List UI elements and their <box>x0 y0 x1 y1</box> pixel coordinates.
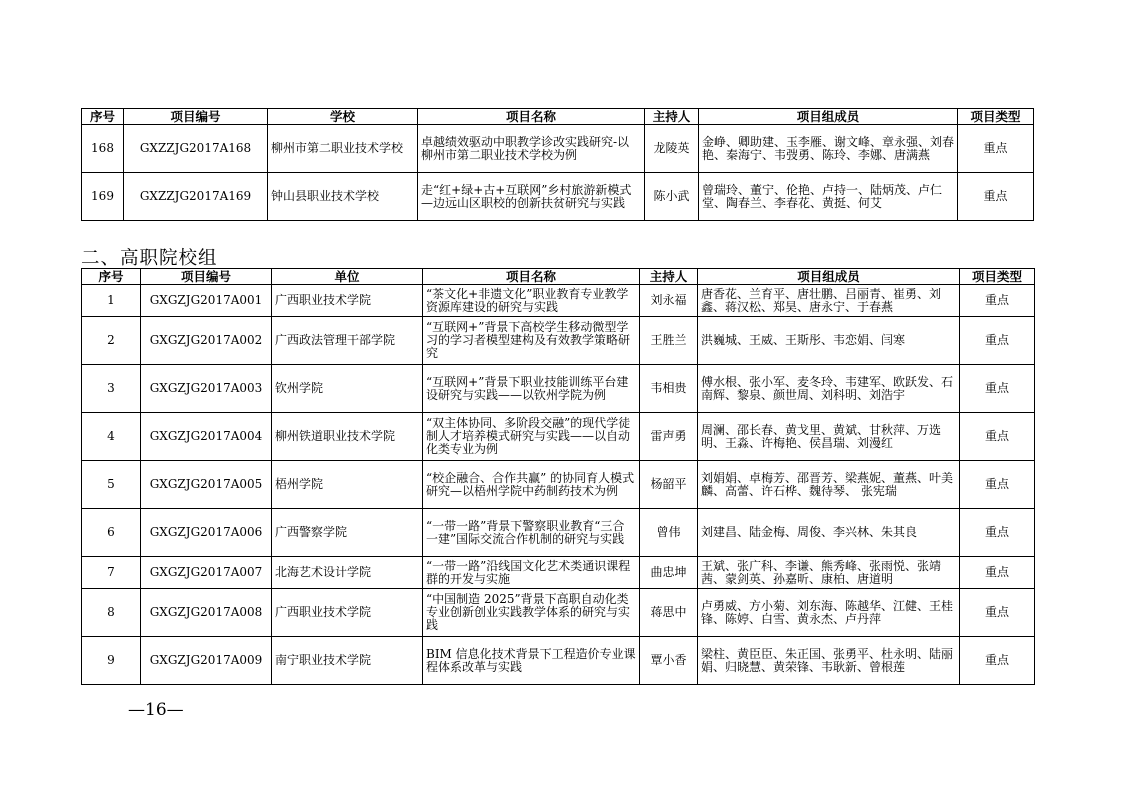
col-header-unit: 单位 <box>272 269 423 285</box>
cell-project-code: GXGZJG2017A007 <box>141 557 272 589</box>
cell-members: 王斌、张广科、李谦、熊秀峰、张雨悦、张靖茜、蒙剑英、孙嘉昕、康柏、唐道明 <box>698 557 960 589</box>
cell-members: 洪巍城、王威、王斯彤、韦恋娟、闫寒 <box>698 317 960 365</box>
table-row <box>82 637 1035 685</box>
cell-project-code: GXGZJG2017A001 <box>141 285 272 317</box>
cell-members: 梁柱、黄臣臣、朱正国、张勇平、杜永明、陆丽娟、归晓慧、黄荣锋、韦耿新、曾根莲 <box>698 637 960 685</box>
cell-project-name: “互联网+”背景下职业技能训练平台建设研究与实践——以钦州学院为例 <box>423 365 640 413</box>
cell-index: 169 <box>82 173 124 221</box>
cell-index: 8 <box>82 589 141 637</box>
cell-project-name: “茶文化+非遗文化”职业教育专业教学资源库建设的研究与实践 <box>423 285 640 317</box>
cell-host: 杨韶平 <box>640 461 698 509</box>
cell-project-name: 卓越绩效驱动中职教学诊改实践研究-以柳州市第二职业技术学校为例 <box>418 125 645 173</box>
project-table-higher-vocational <box>81 268 1035 685</box>
cell-project-name: “一带一路”沿线国文化艺术类通识课程群的开发与实施 <box>423 557 640 589</box>
cell-unit: 钦州学院 <box>272 365 423 413</box>
cell-members: 曾瑞玲、董宁、伦艳、卢持一、陆炳茂、卢仁堂、陶春兰、李春花、黄挺、何艾 <box>699 173 958 221</box>
cell-project-code: GXZZJG2017A168 <box>124 125 268 173</box>
cell-members: 刘建昌、陆金梅、周俊、李兴林、朱其良 <box>698 509 960 557</box>
cell-type: 重点 <box>960 637 1035 685</box>
cell-unit: 梧州学院 <box>272 461 423 509</box>
table-row <box>82 509 1035 557</box>
cell-host: 韦相贵 <box>640 365 698 413</box>
col-header-host: 主持人 <box>645 109 699 125</box>
cell-members: 傅水根、张小军、麦冬玲、韦建军、欧跃发、石南辉、黎泉、颜世周、刘科明、刘浩宇 <box>698 365 960 413</box>
cell-type: 重点 <box>960 285 1035 317</box>
table-header-row <box>82 269 1035 285</box>
col-header-project-code: 项目编号 <box>124 109 268 125</box>
table-row <box>82 365 1035 413</box>
table-row <box>82 589 1035 637</box>
cell-index: 9 <box>82 637 141 685</box>
col-header-project-code: 项目编号 <box>141 269 272 285</box>
cell-school: 柳州市第二职业技术学校 <box>268 125 418 173</box>
col-header-index: 序号 <box>82 109 124 125</box>
cell-host: 陈小武 <box>645 173 699 221</box>
cell-index: 168 <box>82 125 124 173</box>
cell-type: 重点 <box>960 365 1035 413</box>
col-header-members: 项目组成员 <box>698 269 960 285</box>
cell-unit: 柳州铁道职业技术学院 <box>272 413 423 461</box>
cell-type: 重点 <box>960 413 1035 461</box>
cell-project-code: GXGZJG2017A003 <box>141 365 272 413</box>
cell-index: 5 <box>82 461 141 509</box>
cell-index: 1 <box>82 285 141 317</box>
cell-project-code: GXGZJG2017A005 <box>141 461 272 509</box>
cell-type: 重点 <box>960 317 1035 365</box>
cell-members: 金峥、卿助建、玉李雁、谢文峰、章永强、刘春艳、秦海宁、韦弢勇、陈玲、李娜、唐满燕 <box>699 125 958 173</box>
cell-index: 7 <box>82 557 141 589</box>
table-row <box>82 173 1034 221</box>
col-header-type: 项目类型 <box>958 109 1034 125</box>
cell-project-name: “中国制造 2025”背景下高职自动化类专业创新创业实践教学体系的研究与实践 <box>423 589 640 637</box>
cell-project-code: GXGZJG2017A006 <box>141 509 272 557</box>
cell-project-name: “校企融合、合作共赢” 的协同育人模式研究—以梧州学院中药制药技术为例 <box>423 461 640 509</box>
cell-project-name: 走“红+绿+古+互联网”乡村旅游新模式—边远山区职校的创新扶贫研究与实践 <box>418 173 645 221</box>
cell-type: 重点 <box>958 173 1034 221</box>
cell-host: 龙陵英 <box>645 125 699 173</box>
cell-project-name: “互联网+”背景下高校学生移动微型学习的学习者模型建构及有效教学策略研究 <box>423 317 640 365</box>
table-row <box>82 125 1034 173</box>
section-title: 二、高职院校组 <box>81 248 218 269</box>
cell-index: 4 <box>82 413 141 461</box>
cell-type: 重点 <box>960 509 1035 557</box>
cell-members: 卢勇威、方小菊、刘东海、陈越华、江健、王桂锋、陈婷、白雪、黄永杰、卢丹萍 <box>698 589 960 637</box>
cell-host: 曾伟 <box>640 509 698 557</box>
cell-host: 蒋思中 <box>640 589 698 637</box>
cell-host: 覃小香 <box>640 637 698 685</box>
cell-unit: 南宁职业技术学院 <box>272 637 423 685</box>
col-header-host: 主持人 <box>640 269 698 285</box>
cell-index: 3 <box>82 365 141 413</box>
cell-school: 钟山县职业技术学校 <box>268 173 418 221</box>
cell-unit: 广西政法管理干部学院 <box>272 317 423 365</box>
cell-unit: 广西警察学院 <box>272 509 423 557</box>
table-row <box>82 461 1035 509</box>
cell-unit: 广西职业技术学院 <box>272 285 423 317</box>
cell-project-code: GXGZJG2017A009 <box>141 637 272 685</box>
col-header-school: 学校 <box>268 109 418 125</box>
cell-index: 2 <box>82 317 141 365</box>
col-header-project-name: 项目名称 <box>423 269 640 285</box>
cell-project-name: BIM 信息化技术背景下工程造价专业课程体系改革与实践 <box>423 637 640 685</box>
cell-project-code: GXGZJG2017A008 <box>141 589 272 637</box>
cell-unit: 北海艺术设计学院 <box>272 557 423 589</box>
cell-type: 重点 <box>960 557 1035 589</box>
cell-members: 刘娟娟、卓梅芳、邵晋芳、梁燕妮、董燕、叶美麟、高蕾、许石桦、魏待琴、 张宪瑞 <box>698 461 960 509</box>
col-header-project-name: 项目名称 <box>418 109 645 125</box>
table-row <box>82 413 1035 461</box>
page-number: —16— <box>128 700 184 720</box>
col-header-members: 项目组成员 <box>699 109 958 125</box>
table-header-row <box>82 109 1034 125</box>
cell-project-code: GXZZJG2017A169 <box>124 173 268 221</box>
cell-members: 唐香花、兰育平、唐壮鹏、吕丽青、崔勇、刘鑫、蒋汉松、郑昊、唐永宁、于春燕 <box>698 285 960 317</box>
cell-index: 6 <box>82 509 141 557</box>
cell-project-name: “一带一路”背景下警察职业教育“三合一建”国际交流合作机制的研究与实践 <box>423 509 640 557</box>
col-header-index: 序号 <box>82 269 141 285</box>
cell-host: 刘永福 <box>640 285 698 317</box>
cell-project-code: GXGZJG2017A004 <box>141 413 272 461</box>
table-row <box>82 317 1035 365</box>
cell-type: 重点 <box>958 125 1034 173</box>
col-header-type: 项目类型 <box>960 269 1035 285</box>
cell-host: 王胜兰 <box>640 317 698 365</box>
project-table-secondary <box>81 108 1034 221</box>
table-row <box>82 285 1035 317</box>
cell-unit: 广西职业技术学院 <box>272 589 423 637</box>
cell-project-name: “双主体协同、多阶段交融”的现代学徒制人才培养模式研究与实践——以自动化类专业为例 <box>423 413 640 461</box>
cell-type: 重点 <box>960 589 1035 637</box>
cell-project-code: GXGZJG2017A002 <box>141 317 272 365</box>
cell-host: 曲忠坤 <box>640 557 698 589</box>
cell-host: 雷声勇 <box>640 413 698 461</box>
table-row <box>82 557 1035 589</box>
cell-members: 周澜、邵长春、黄戈里、黄斌、甘秋萍、万选明、王淼、许梅艳、侯昌瑞、刘漫红 <box>698 413 960 461</box>
cell-type: 重点 <box>960 461 1035 509</box>
